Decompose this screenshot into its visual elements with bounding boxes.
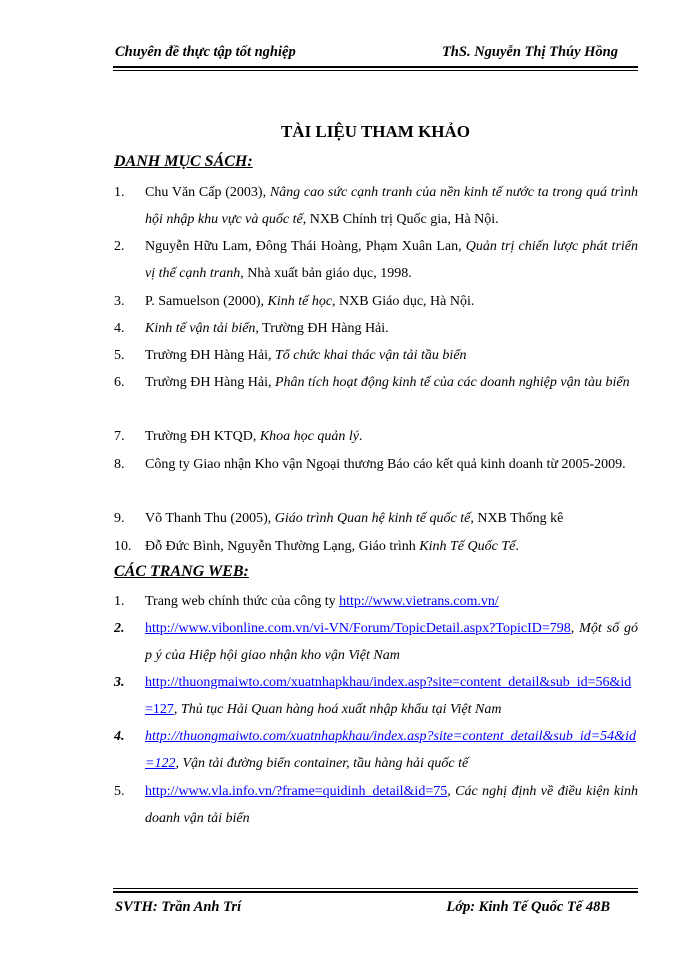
item-text: Chu Văn Cấp (2003), xyxy=(145,185,270,200)
footer-class: Lớp: Kinh Tế Quốc Tế 48B xyxy=(446,899,610,915)
item-publisher: Trường ĐH Hàng Hải. xyxy=(258,321,389,336)
web-link[interactable]: http://www.vietrans.com.vn/ xyxy=(339,594,499,609)
item-text: Nguyễn Hữu Lam, Đông Thái Hoàng, Phạm Xuân Lan, xyxy=(145,239,466,254)
books-heading: DANH MỤC SÁCH: xyxy=(114,153,253,170)
item-number: 4. xyxy=(114,729,125,744)
item-title: Quản trị chiến lược phát triển vị thế cạnh tranh xyxy=(145,239,638,281)
footer-student: SVTH: Trần Anh Trí xyxy=(115,899,242,915)
item-title: Kinh Tế Quốc Tế xyxy=(419,539,516,554)
web-link[interactable]: http://thuongmaiwto.com/xuatnhapkhau/index.asp?site=content_detail&sub_id=56&id=127 xyxy=(145,675,632,717)
item-number: 8. xyxy=(114,457,125,472)
item-publisher: , NXB Thống kê xyxy=(470,511,564,526)
book-item-5 xyxy=(114,342,638,369)
book-item-6 xyxy=(114,369,638,396)
header-title: Chuyên đề thực tập tốt nghiệp xyxy=(115,44,296,60)
item-publisher: . xyxy=(515,539,519,554)
book-item-4 xyxy=(114,315,638,342)
item-description: , Thủ tục Hải Quan hàng hoá xuất nhập khẩu tại Việt Nam xyxy=(173,702,502,717)
item-title: Nâng cao sức cạnh tranh của nền kinh tế nước ta trong quá trình hội nhập khu vực và quốc tế xyxy=(145,185,638,227)
item-text: Đỗ Đức Bình, Nguyễn Thường Lạng, Giáo trình xyxy=(145,539,420,554)
item-publisher: , Nhà xuất bản giáo dục, 1998. xyxy=(240,266,412,281)
item-text: Trường ĐH KTQD, xyxy=(145,429,260,444)
item-title: Kinh tế học xyxy=(267,294,333,309)
page-header xyxy=(113,42,638,68)
item-number: 6. xyxy=(114,375,125,390)
book-item-9 xyxy=(114,505,638,532)
book-item-7 xyxy=(114,423,638,450)
item-text: Trường ĐH Hàng Hải, xyxy=(145,375,275,390)
book-item-10 xyxy=(114,533,638,560)
item-number: 7. xyxy=(114,429,125,444)
item-number: 3. xyxy=(114,294,125,309)
item-number: 9. xyxy=(114,511,125,526)
item-publisher: . xyxy=(358,429,363,444)
item-number: 4. xyxy=(114,321,125,336)
item-description: , Một số góp ý của Hiệp hội giao nhận kho vận Việt Nam xyxy=(145,621,638,663)
book-item-1 xyxy=(114,179,638,233)
item-title: Kinh tế vận tải biển, xyxy=(145,321,259,336)
web-link[interactable]: http://www.vibonline.com.vn/vi-VN/Forum/TopicDetail.aspx?TopicID=798 xyxy=(145,621,571,636)
item-number: 5. xyxy=(114,348,125,363)
item-title: Phân tích hoạt động kinh tế của các doanh nghiệp vận tàu biển xyxy=(274,375,630,390)
web-item-5 xyxy=(114,778,638,832)
item-text: P. Samuelson (2000), xyxy=(145,294,268,309)
web-item-4 xyxy=(114,723,638,777)
item-description: , Vận tải đường biển container, tầu hàng hải quốc tế xyxy=(175,756,469,771)
page-footer xyxy=(113,891,638,919)
web-item-3 xyxy=(114,669,638,723)
item-number: 1. xyxy=(114,594,125,609)
web-link[interactable]: http://thuongmaiwto.com/xuatnhapkhau/index.asp?site=content_detail&sub_id=54&id=122 xyxy=(145,729,636,771)
book-item-8 xyxy=(114,451,638,478)
item-text: Trang web chính thức của công ty xyxy=(145,594,340,609)
item-number: 2. xyxy=(114,239,125,254)
item-title: Tổ chức khai thác vận tải tầu biển xyxy=(274,348,467,363)
web-item-2 xyxy=(114,615,638,669)
book-item-3 xyxy=(114,288,638,315)
item-number: 10. xyxy=(114,539,132,554)
item-title: Giáo trình Quan hệ kinh tế quốc tế xyxy=(274,511,471,526)
item-number: 3. xyxy=(114,675,125,690)
item-publisher: , NXB Giáo dục, Hà Nội. xyxy=(332,294,475,309)
web-link[interactable]: http://www.vla.info.vn/?frame=quidinh_detail&id=75 xyxy=(145,784,448,799)
item-number: 5. xyxy=(114,784,125,799)
item-title: Khoa học quản lý xyxy=(259,429,359,444)
item-text: Công ty Giao nhận Kho vận Ngoại thương Báo cáo kết quả kinh doanh từ 2005-2009. xyxy=(145,457,626,472)
item-publisher: , NXB Chính trị Quốc gia, Hà Nội. xyxy=(302,212,499,227)
item-number: 2. xyxy=(114,621,125,636)
book-item-2 xyxy=(114,233,638,287)
web-item-1 xyxy=(114,588,638,615)
web-heading: CÁC TRANG WEB: xyxy=(114,563,249,580)
page-title: TÀI LIỆU THAM KHẢO xyxy=(280,122,471,141)
item-text: Trường ĐH Hàng Hải, xyxy=(145,348,275,363)
header-author: ThS. Nguyễn Thị Thúy Hồng xyxy=(441,44,618,60)
item-text: Võ Thanh Thu (2005), xyxy=(145,511,275,526)
item-number: 1. xyxy=(114,185,125,200)
item-description: , Các nghị định về điều kiện kinh doanh vận tải biển xyxy=(145,784,638,826)
